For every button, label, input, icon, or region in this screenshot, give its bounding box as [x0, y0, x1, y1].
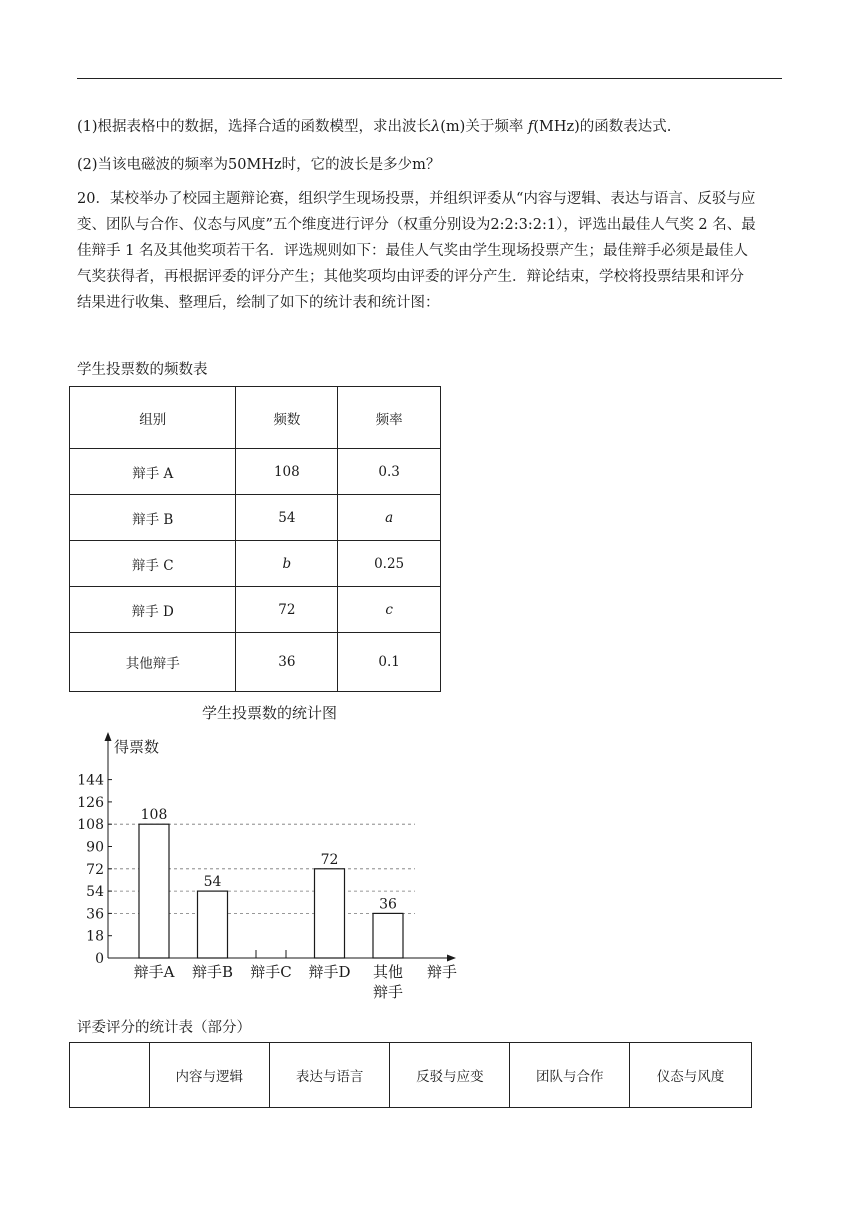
y-tick-label: 0	[95, 951, 104, 967]
bar-value-label: 72	[320, 851, 339, 868]
table-row	[70, 633, 441, 692]
header-dimension: 内容与逻辑	[149, 1043, 269, 1108]
question-20	[77, 186, 787, 316]
category-label: 其他	[372, 963, 404, 981]
table-row	[70, 587, 441, 633]
category-label: 辩手A	[133, 963, 175, 981]
header-blank	[70, 1043, 150, 1108]
table-row	[70, 449, 441, 495]
cell-count: 108	[236, 449, 338, 495]
cell-group: 辩手 B	[70, 495, 236, 541]
q20-line: 20．某校举办了校园主题辩论赛，组织学生现场投票，并组织评委从“内容与逻辑、表达与语言、反驳与应	[77, 191, 756, 207]
top-rule	[77, 78, 782, 79]
cell-group: 辩手 C	[70, 541, 236, 587]
y-axis-arrow	[105, 732, 112, 741]
cell-count: 36	[236, 633, 338, 692]
q20-line: 变、团队与合作、仪态与风度”五个维度进行评分（权重分别设为2:2:3:2:1），评选出最佳人气奖 2 名、最	[77, 217, 756, 233]
y-tick-label: 90	[86, 839, 104, 856]
frequency-table	[69, 386, 441, 692]
cell-rate: c	[338, 587, 441, 633]
cell-group: 辩手 A	[70, 449, 236, 495]
bar-value-label: 36	[379, 896, 397, 913]
bar	[139, 824, 169, 958]
category-label: 辩手C	[250, 963, 292, 981]
q1-f: f	[527, 119, 534, 135]
bar	[315, 869, 345, 958]
category-label: 辩手D	[308, 963, 351, 981]
table-row	[70, 541, 441, 587]
table-header-row	[70, 387, 441, 449]
y-tick-label: 126	[77, 794, 104, 811]
y-tick-label: 144	[77, 772, 104, 789]
header-dimension: 反驳与应变	[390, 1043, 510, 1108]
score-table	[69, 1042, 752, 1108]
q1-unit-m: (m)	[440, 119, 466, 135]
cell-rate: a	[338, 495, 441, 541]
category-label: 辩手B	[191, 963, 234, 981]
cell-count: 72	[236, 587, 338, 633]
y-tick-label: 18	[86, 928, 104, 945]
bar	[373, 913, 403, 958]
cell-count: 54	[236, 495, 338, 541]
score-table-caption: 评委评分的统计表（部分）	[77, 1020, 251, 1036]
cell-rate: 0.1	[338, 633, 441, 692]
q1-unit-mhz: (MHz)	[533, 119, 580, 135]
q20-line: 佳辩手 1 名及其他奖项若干名．评选规则如下：最佳人气奖由学生现场投票产生；最佳辩手必须是最佳人	[77, 243, 748, 259]
table-header-row	[70, 1043, 752, 1108]
header-dimension: 团队与合作	[510, 1043, 630, 1108]
q1-lambda: λ	[431, 119, 441, 135]
header-dimension: 表达与语言	[269, 1043, 390, 1108]
table-row	[70, 495, 441, 541]
question-2: (2)当该电磁波的频率为50MHz时，它的波长是多少m？	[77, 157, 441, 173]
cell-count: b	[236, 541, 338, 587]
cell-group: 其他辩手	[70, 633, 236, 692]
q1-text-b: 关于频率	[465, 119, 524, 135]
cell-rate: 0.25	[338, 541, 441, 587]
q1-text-c: 的函数表达式.	[579, 119, 672, 135]
cell-rate: 0.3	[338, 449, 441, 495]
y-tick-label: 36	[86, 906, 104, 923]
chart-title: 学生投票数的统计图	[202, 704, 338, 722]
q20-line: 气奖获得者，再根据评委的评分产生；其他奖项均由评委的评分产生．辩论结束，学校将投票结果和评分	[77, 269, 744, 285]
cell-group: 辩手 D	[70, 587, 236, 633]
vote-bar-chart	[70, 728, 470, 1008]
freq-table-caption: 学生投票数的频数表	[77, 362, 208, 378]
question-1	[77, 114, 787, 140]
q20-line: 结果进行收集、整理后，绘制了如下的统计表和统计图：	[77, 295, 440, 311]
y-tick-label: 72	[86, 861, 104, 878]
header-group: 组别	[70, 387, 236, 449]
y-axis-label: 得票数	[114, 738, 160, 756]
x-axis-label: 辩手	[426, 963, 458, 981]
bar	[198, 891, 228, 958]
q1-text-a: (1)根据表格中的数据，选择合适的函数模型，求出波长	[77, 119, 432, 135]
header-dimension: 仪态与风度	[630, 1043, 752, 1108]
category-label: 辩手	[372, 983, 404, 1001]
header-rate: 频率	[338, 387, 441, 449]
y-tick-label: 108	[77, 817, 104, 834]
bar-value-label: 108	[140, 807, 168, 824]
bar-value-label: 54	[203, 874, 222, 891]
header-count: 频数	[236, 387, 338, 449]
y-tick-label: 54	[86, 884, 104, 901]
x-axis-arrow	[447, 955, 456, 962]
